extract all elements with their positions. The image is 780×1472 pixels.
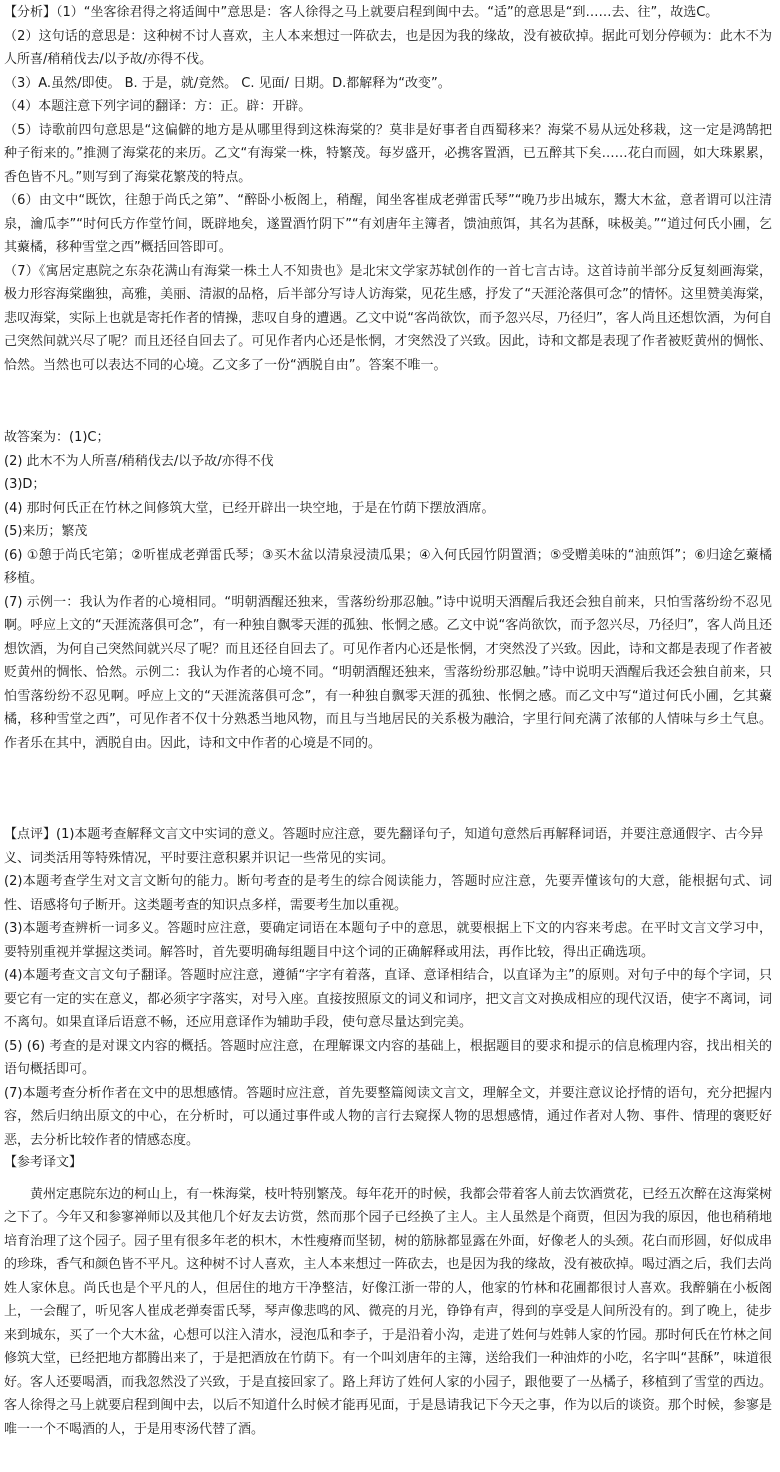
comment-item-5: (5) (6) 考查的是对课文内容的概括。答题时应注意，在理解课文内容的基础上，根据题目的要求和提示的信息梳理内容，找出相关的语句概括即可。	[4, 1038, 772, 1077]
answer-line-5: (5)来历；繁茂	[4, 524, 88, 539]
translation-section	[4, 1151, 772, 1441]
analysis-item-1: 【分析】（1）“坐客徐君得之将适闽中”意思是：客人徐得之马上就要启程到闽中去。“适”的意思是“到……去、往”，故选C。	[4, 5, 719, 20]
analysis-section	[4, 1, 772, 377]
analysis-item-5: （5）诗歌前四句意思是“这偏僻的地方是从哪里得到这株海棠的？莫非是好事者自西蜀移来？海棠不易从远处移栽，这一定是鸿鹄把种子衔来的。”推测了海棠花的来历。乙文“有海棠一株，特繁茂。每岁盛开，必携客置酒，已五醉其下矣……花白而圆，如大珠累累，香色皆不凡。”则写到了海棠花繁茂的特点。	[4, 122, 772, 185]
answer-line-3: (3)D；	[4, 477, 46, 492]
translation-body: 黄州定惠院东边的柯山上，有一株海棠，枝叶特别繁茂。每年花开的时候，我都会带着客人前去饮酒赏花，已经五次醉在这海棠树之下了。今年又和参寥禅师以及其他几个好友去访赏，然而那个园子已经换了主人。主人虽然是个商贾，但因为我的原因，他也稍稍地培育治理了这个园子。园子里有很多年老的枳木，木性瘦瘠而坚韧，树的筋脉都显露在外面，好像老人的头颈。花白而形圆，好似成串的珍珠，香气和颜色皆不平凡。这种树不讨人喜欢，主人本来想过一阵砍去，也是因为我的缘故，没有被砍掉。喝过酒之后，我们去尚姓人家休息。尚氏也是个平凡的人，但居住的地方干净整洁，好像江浙一带的人，他家的竹林和花圃都很讨人喜欢。我醉躺在小板阁上，一会醒了，听见客人崔成老弹奏雷氏琴，琴声像悲鸣的风、微亮的月光，铮铮有声，得到的享受是人间所没有的。到了晚上，徒步来到城东，买了一个大木盆，心想可以注入清水，浸泡瓜和李子，于是沿着小沟，走进了姓何与姓韩人家的竹园。那时何氏在竹林之间修筑大堂，已经把地方都腾出来了，于是把酒放在竹荫下。有一个叫刘唐年的主簿，送给我们一种油炸的小吃，名字叫“甚酥”，味道很好。客人还要喝酒，而我忽然没了兴致，于是直接回家了。路上拜访了姓何人家的小园子，跟他要了一丛橘子，移植到了雪堂的西边。客人徐得之马上就要启程到闽中去，以后不知道什么时候才能再见面，于是恳请我记下今天之事，作为以后的谈资。那个时候，参寥是唯一一个不喝酒的人，于是用枣汤代替了酒。	[4, 1186, 772, 1437]
comment-item-4: (4)本题考查文言文句子翻译。答题时应注意，遵循“字字有着落，直译、意译相结合，以直译为主”的原则。对句子中的每个字词，只要它有一定的实在意义，都必须字字落实，对号入座。直接按照原文的词义和词序，把文言文对换成相应的现代汉语，使字不离词，词不离句。如果直译后语意不畅，还应用意译作为辅助手段，使句意尽量达到完美。	[4, 968, 772, 1030]
translation-label: 【参考译文】	[4, 1155, 83, 1170]
analysis-item-6: （6）由文中“既饮，往憩于尚氏之第”、“醉卧小板阁上，稍醒，闻坐客崔成老弹雷氏琴”“晚乃步出城东，鬻大木盆，意者谓可以注清泉，瀹瓜李”“时何氏方作堂竹间，既辟地矣，遂置酒竹阴下”“有刘唐年主簿者，馈油煎饵，其名为甚酥，味极美。”“道过何氏小圃，乞其藂橘，移种雪堂之西”概括回答即可。	[4, 193, 772, 255]
analysis-item-2: （2）这句话的意思是：这种树不讨人喜欢，主人本来想过一阵砍去，也是因为我的缘故，没有被砍掉。据此可划分停顿为：此木不为人所喜/稍稍伐去/以予故/亦得不伐。	[4, 28, 772, 67]
answer-line-4: (4) 那时何氏正在竹林之间修筑大堂，已经开辟出一块空地，于是在竹荫下摆放酒席。	[4, 500, 495, 516]
answer-line-1: 故答案为：(1)C；	[4, 430, 110, 445]
analysis-label: 【分析】	[4, 5, 57, 20]
analysis-item-4: （4）本题注意下列字词的翻译：方：正。辟：开辟。	[4, 99, 312, 114]
answer-line-7: (7) 示例一：我认为作者的心境相同。“明朝酒醒还独来，雪落纷纷那忍触。”诗中说明天酒醒后我还会独自前来，只怕雪落纷纷不忍见啊。呼应上文的“天涯流落俱可念”，有一种独自飘零天涯的孤独、怅惘之感。乙文中说“客尚欲饮，而予忽兴尽，乃径归”，客人尚且还想饮酒，为何自己突然间就兴尽了呢？而且还径自回去了。可见作者内心还是怅惘，才突然没了兴致。因此，诗和文都是表现了作者被贬黄州的惆怅、恰然。示例二：我认为作者的心境不同。“明朝酒醒还独来，雪落纷纷那忍触。”诗中说明天酒醒后我还会独自前来，只怕雪落纷纷不忍见啊。呼应上文的“天涯流落俱可念”，有一种独自飘零天涯的孤独、怅惘之感。而乙文中写“道过何氏小圃，乞其藂橘，移种雪堂之西”，可见作者不仅十分熟悉当地风物，而且与当地居民的关系极为融洽，字里行间充满了浓郁的人情味与乡土气息。作者乐在其中，洒脱自由。因此，诗和文中作者的心境是不同的。	[4, 594, 772, 751]
answer-line-2: (2) 此木不为人所喜/稍稍伐去/以予故/亦得不伐	[4, 453, 274, 469]
comment-section	[4, 823, 772, 1152]
comment-item-3: (3)本题考查辨析一词多义。答题时应注意，要确定词语在本题句子中的意思，就要根据上下文的内容来考虑。在平时文言文学习中，要特别重视并掌握这类词。解答时，首先要明确每组题目中这个词的正确解释或用法，再作比较，得出正确选项。	[4, 921, 772, 960]
analysis-item-7: （7）《寓居定惠院之东杂花满山有海棠一株土人不知贵也》是北宋文学家苏轼创作的一首七言古诗。这首诗前半部分反复刻画海棠，极力形容海棠幽独，高雅，美丽、清淑的品格，后半部分写诗人访海棠，见花生感，抒发了“天涯沦落俱可念”的情怀。这里赞美海棠，悲叹海棠，实际上也就是寄托作者的情操，悲叹自身的遭遇。乙文中说“客尚欲饮，而予忽兴尽，乃径归”，客人尚且还想饮酒，为何自己突然间就兴尽了呢？而且还径自回去了。可见作者内心还是怅惘，才突然没了兴致。因此，诗和文都是表现了作者被贬黄州的惆怅、恰然。当然也可以表达不同的心境。乙文多了一份“洒脱自由”。答案不唯一。	[4, 263, 772, 373]
answer-section	[4, 426, 772, 755]
answer-line-6: (6) ①憩于尚氏宅第；②听崔成老弹雷氏琴；③买木盆以清泉浸渍瓜果；④入何氏园竹阴置酒；⑤受赠美味的“油煎饵”；⑥归途乞藂橘移植。	[4, 547, 772, 586]
comment-item-2: (2)本题考查学生对文言文断句的能力。断句考查的是考生的综合阅读能力，答题时应注意，先要弄懂该句的大意，能根据句式、词性、语感将句子断开。这类题考查的知识点多样，需要考生加以重视。	[4, 874, 772, 913]
analysis-item-3: （3）A.虽然/即使。 B. 于是，就/竟然。 C. 见面/ 日期。D.都解释为“改变”。	[4, 75, 451, 91]
comment-label: 【点评】	[4, 827, 57, 842]
comment-item-1: (1)本题考查解释文言文中实词的意义。答题时应注意，要先翻译句子，知道句意然后再解释词语，并要注意通假字、古今异义、词类活用等特殊情况，平时要注意积累并识记一些常见的实词。	[4, 827, 764, 866]
comment-item-6: (7)本题考查分析作者在文中的思想感情。答题时应注意，首先要整篇阅读文言文，理解全文，并要注意议论抒情的语句，充分把握内容，然后归纳出原文的中心，在分析时，可以通过事件或人物的言行去窥探人物的思想感情，通过作者对人物、事件、情理的褒贬好恶，去分析比较作者的情感态度。	[4, 1085, 772, 1148]
